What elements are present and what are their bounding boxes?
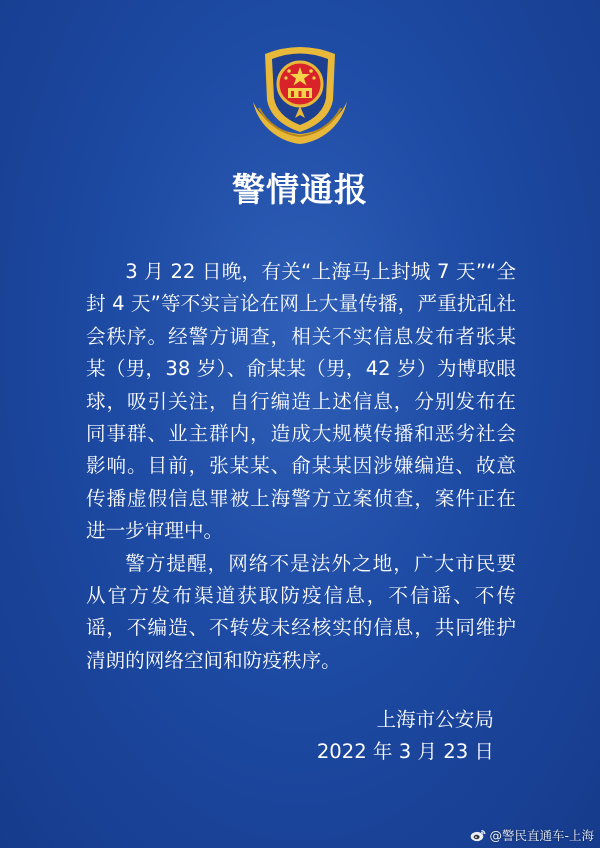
bulletin-paragraph-1: 3 月 22 日晚，有关“上海马上封城 7 天”“全封 4 天”等不实言论在网上大量传播，严重扰乱社会秩序。经警方调查，相关不实信息发布者张某某（男，38 岁）、俞某某（男，42 岁）为博取眼球，吸引关注，自行编造上述信息，分别发布在同事群、业主群内，造成大规模传播和恶劣社会影响。目前，张某某、俞某某因涉嫌编造、故意传播虚假信息罪被上海警方立案侦查，案件正在进一步审理中。 bbox=[86, 260, 516, 543]
bulletin-signature bbox=[317, 704, 494, 769]
bulletin-title: 警情通报 bbox=[232, 170, 368, 209]
bulletin-body bbox=[86, 256, 516, 677]
issuer-name: 上海市公安局 bbox=[376, 708, 494, 731]
weibo-icon bbox=[470, 828, 486, 842]
issue-date: 2022 年 3 月 23 日 bbox=[316, 740, 494, 764]
bulletin-paragraph-2: 警方提醒，网络不是法外之地，广大市民要从官方发布渠道获取防疫信息，不信谣、不传谣，不编造、不转发未经核实的信息，共同维护清朗的网络空间和防疫秩序。 bbox=[86, 551, 516, 672]
weibo-watermark bbox=[470, 826, 594, 844]
police-emblem-icon bbox=[245, 40, 355, 148]
watermark-text: @警民直通车-上海 bbox=[489, 828, 594, 843]
